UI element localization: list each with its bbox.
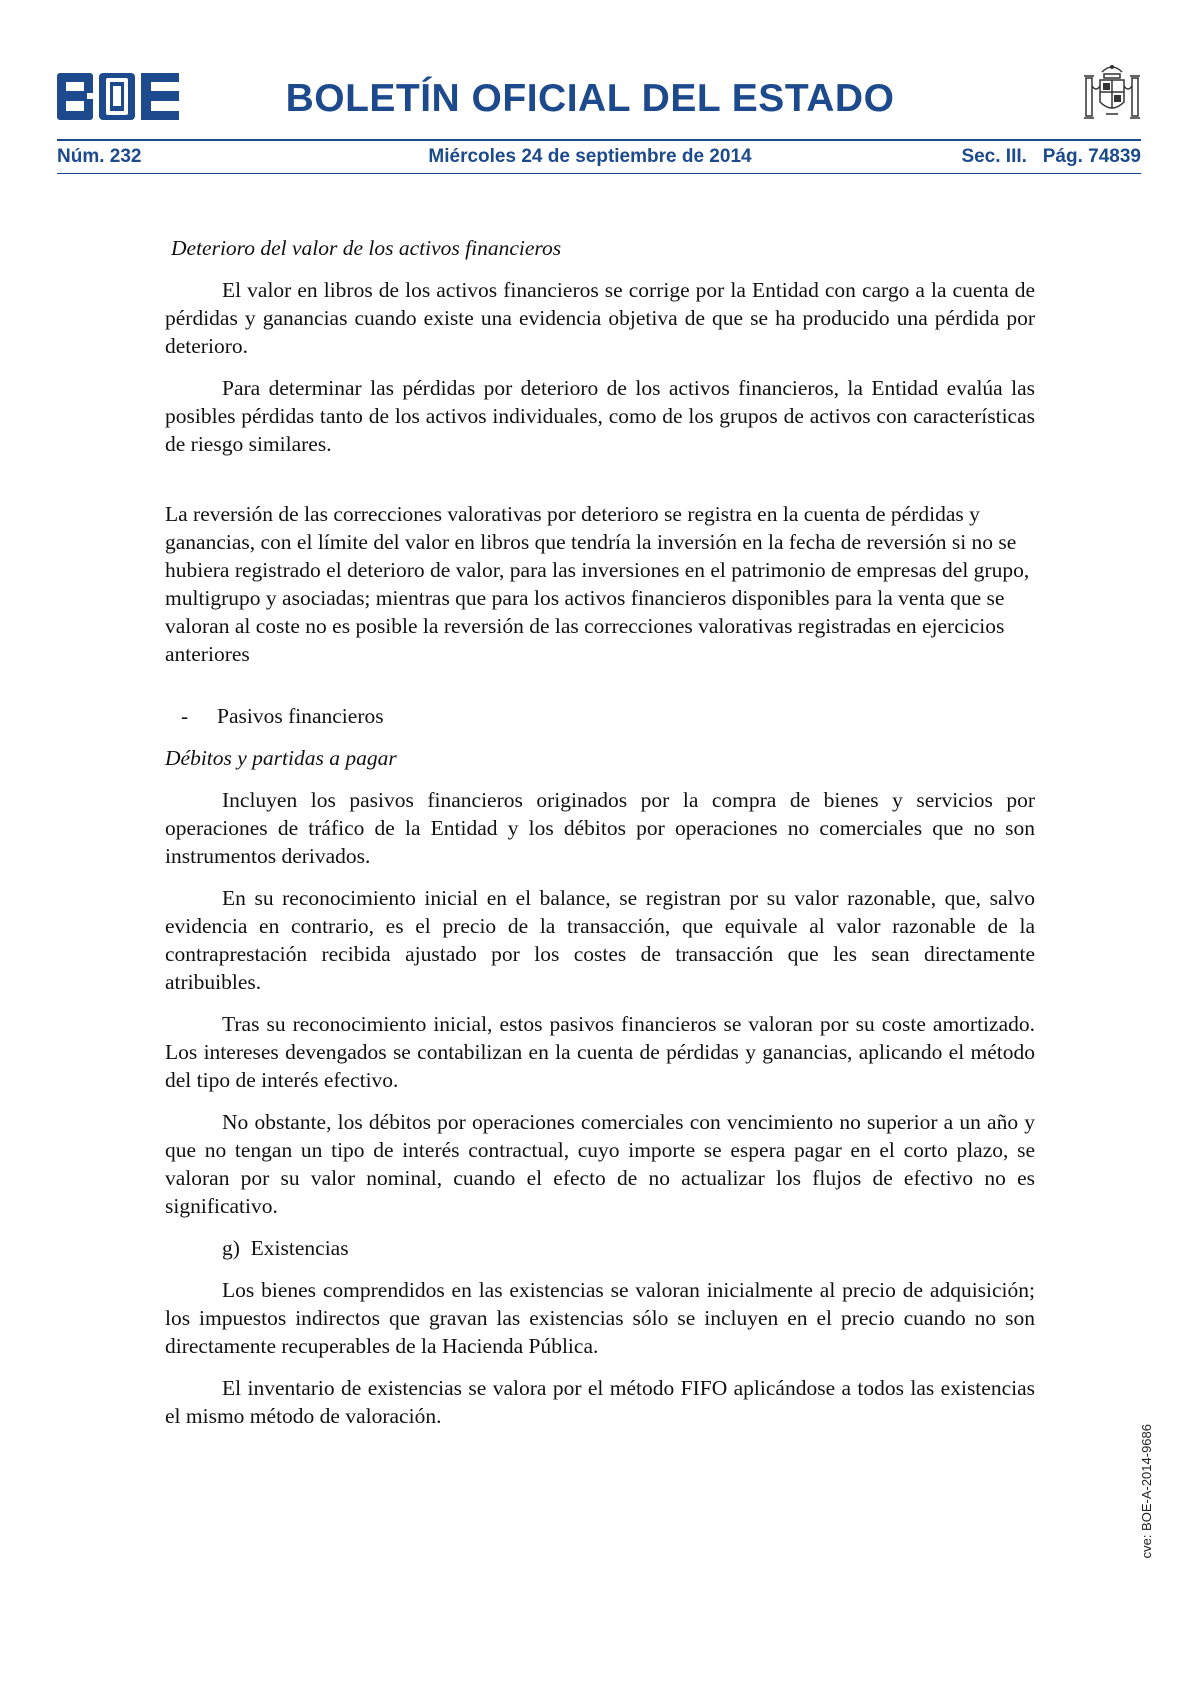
paragraph: No obstante, los débitos por operaciones comerciales con vencimiento no superior a un año y que no tengan un tipo de interés contractual, cuyo importe se espera pagar en el corto plazo, se valoran por su valor nominal, cuando el efecto de no actualizar los flujos de efectivo no es significativo. bbox=[165, 1110, 1035, 1218]
list-item-pasivos bbox=[165, 702, 1035, 730]
document-body bbox=[165, 234, 1035, 1430]
heading-existencias: g) Existencias bbox=[222, 1236, 349, 1260]
gazette-title: BOLETÍN OFICIAL DEL ESTADO bbox=[285, 77, 895, 120]
paragraph: Los bienes comprendidos en las existencias se valoran inicialmente al precio de adquisición; los impuestos indirectos que gravan las existencias sólo se incluyen en el precio cuando no son directamente recuperables de la Hacienda Pública. bbox=[165, 1278, 1035, 1358]
boe-logo-icon bbox=[57, 73, 179, 120]
paragraph: En su reconocimiento inicial en el balance, se registran por su valor razonable, que, salvo evidencia en contrario, es el precio de la transacción, que equivale al valor razonable de la contraprestación recibida ajustado por los costes de transacción que les sean directamente atribuibles. bbox=[165, 886, 1035, 994]
cve-identifier bbox=[1140, 1424, 1154, 1624]
paragraph: El valor en libros de los activos financieros se corrige por la Entidad con cargo a la cuenta de pérdidas y ganancias cuando existe una evidencia objetiva de que se ha producido una pérdida por deterioro. bbox=[165, 278, 1035, 358]
issue-number: Núm. 232 bbox=[57, 146, 142, 167]
heading-debitos: Débitos y partidas a pagar bbox=[165, 746, 397, 770]
paragraph: Para determinar las pérdidas por deterioro de los activos financieros, la Entidad evalúa las posibles pérdidas tanto de los activos individuales, como de los grupos de activos con características de riesgo similares. bbox=[165, 376, 1035, 456]
header-rule-top bbox=[57, 139, 1141, 141]
section-page: Sec. III. Pág. 74839 bbox=[961, 146, 1141, 167]
heading-deterioro: Deterioro del valor de los activos financieros bbox=[171, 236, 562, 260]
cve-text: cve: BOE-A-2014-9686 bbox=[1139, 1424, 1154, 1559]
issue-date: Miércoles 24 de septiembre de 2014 bbox=[428, 146, 752, 167]
boe-logo bbox=[57, 73, 179, 120]
coat-of-arms-icon bbox=[1080, 62, 1144, 128]
list-item-label: Pasivos financieros bbox=[217, 704, 384, 728]
paragraph: El inventario de existencias se valora por el método FIFO aplicándose a todos las existencias el mismo método de valoración. bbox=[165, 1376, 1035, 1428]
list-dash: - bbox=[181, 704, 189, 728]
paragraph: La reversión de las correcciones valorativas por deterioro se registra en la cuenta de pérdidas y ganancias, con el límite del valor en libros que tendría la inversión en la fecha de reversión si no se hubiera registrado el deterioro de valor, para las inversiones en el patrimonio de empresas del grupo, multigrupo y asociadas; mientras que para los activos financieros disponibles para la venta que se valoran al coste no es posible la reversión de las correcciones valorativas registradas en ejercicios anteriores bbox=[165, 502, 1030, 666]
header-rule-bottom bbox=[57, 173, 1141, 174]
paragraph: Tras su reconocimiento inicial, estos pasivos financieros se valoran por su coste amortizado. Los intereses devengados se contabilizan en la cuenta de pérdidas y ganancias, aplicando el método del tipo de interés efectivo. bbox=[165, 1012, 1035, 1092]
paragraph: Incluyen los pasivos financieros originados por la compra de bienes y servicios por operaciones de tráfico de la Entidad y los débitos por operaciones no comerciales que no son instrumentos derivados. bbox=[165, 788, 1035, 868]
